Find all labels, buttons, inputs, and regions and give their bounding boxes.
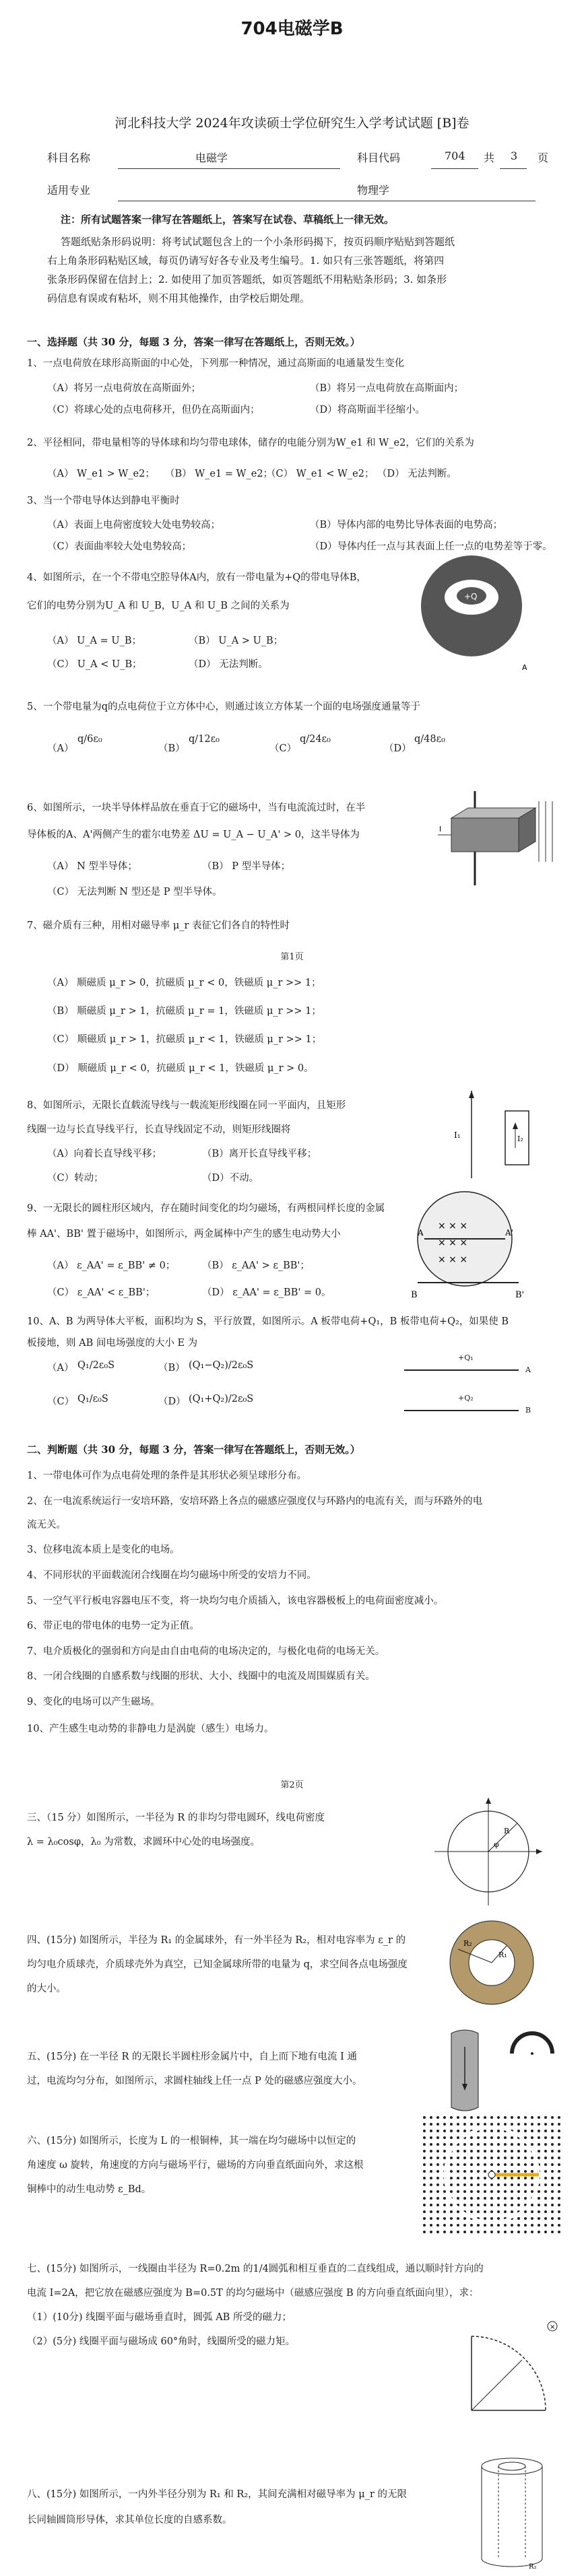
p4-figure (445, 1916, 539, 2010)
q9-line1: 9、一无限长的圆柱形区域内，存在随时间变化的均匀磁场，有两根同样长度的金属 (27, 1203, 385, 1214)
q2-c: （C） W_e1 < W_e2； (266, 469, 375, 479)
q9-d: （D） ε_AA' = ε_BB' = 0。 (202, 1287, 331, 1298)
major: 物理学 (357, 184, 390, 197)
svg-text:R: R (504, 1827, 510, 1835)
judge-1: 1、一带电体可作为点电荷处理的条件是其形状必须呈球形分布。 (27, 1470, 307, 1481)
q3-b: （B）导体内部的电势比导体表面的电势高； (310, 520, 503, 531)
q7-d: （D） 顺磁质 μ_r < 0，抗磁质 μ_r < 1，铁磁质 μ_r > 0。 (47, 1063, 314, 1074)
svg-text:B': B' (515, 1290, 525, 1300)
p6-line2: 角速度 ω 旋转，角速度的方向与磁场平行，磁场的方向垂直纸面向外，求这根 (27, 2160, 364, 2171)
q1-c: （C）将球心处的点电荷移开，但仍在高斯面内； (47, 405, 260, 415)
q8-figure (445, 1087, 539, 1182)
answer-note: 注：所有试题答案一律写在答题纸上，答案写在试卷、草稿纸上一律无效。 (61, 213, 395, 226)
q10-b: (Q₁−Q₂)/2ε₀S (189, 1360, 254, 1371)
svg-text:I₂: I₂ (517, 1134, 523, 1143)
q10-line2: 板接地，则 AB 间电场强度的大小 E 为 (27, 1338, 198, 1349)
judge-7: 7、电介质极化的强弱和方向是由自由电荷的电场决定的，与极化电荷的电场无关。 (27, 1646, 385, 1657)
q8-line1: 8、如图所示，无限长直载流导线与一载流矩形线圈在同一平面内，且矩形 (27, 1100, 346, 1111)
q10-a: Q₁/2ε₀S (77, 1360, 115, 1371)
p3-line2: λ = λ₀cosφ，λ₀ 为常数，求圆环中心处的电场强度。 (27, 1837, 261, 1848)
judge-2: 2、在一电流系统运行一安培环路，安培环路上各点的磁感应强度仅与环路内的电流有关，而与环路外的电 (27, 1496, 483, 1507)
q1-b: （B）将另一点电荷放在高斯面内； (310, 383, 464, 394)
judge-4: 4、不同形状的平面载流闭合线圈在均匀磁场中所受的安培力不同。 (27, 1570, 317, 1581)
q8-b: （B）离开长直导线平移； (202, 1149, 317, 1159)
svg-text:+Q: +Q (464, 592, 478, 601)
q5-d: q/48ε₀ (414, 734, 445, 745)
q6-b: （B） P 型半导体； (202, 861, 291, 872)
p4-line3: 的大小。 (27, 1984, 66, 1994)
q10-d: (Q₁+Q₂)/2ε₀S (189, 1394, 254, 1404)
svg-text:R₁: R₁ (498, 1951, 507, 1959)
p5-figure (438, 2027, 559, 2114)
svg-text:× × ×: × × × (438, 1254, 468, 1265)
p6-line1: 六、(15分) 如图所示，长度为 L 的一根铜棒，其一端在均匀磁场中以恒定的 (27, 2136, 356, 2146)
section2-title: 二、判断题（共 30 分，每题 3 分，答案一律写在答题纸上，否则无效。） (27, 1444, 360, 1456)
doc-title: 704电磁学B (240, 19, 344, 39)
svg-text:× × ×: × × × (438, 1238, 468, 1248)
p3-line1: 三、（15 分）如图所示，一半径为 R 的非均匀带电圆环，线电荷密度 (27, 1812, 325, 1823)
q2-d: （D） 无法判断。 (377, 469, 457, 479)
q1: 1、一点电荷放在球形高斯面的中心处，下列那一种情况，通过高斯面的电通量发生变化 (27, 358, 405, 369)
q9-c: （C） ε_AA' < ε_BB'； (47, 1287, 156, 1298)
q4-line1: 4、如图所示，在一个不带电空腔导体A内，放有一带电量为+Q的带电导体B， (27, 572, 366, 583)
q7-b: （B） 顺磁质 μ_r > 1，抗磁质 μ_r = 1，铁磁质 μ_r >> 1； (47, 1006, 321, 1017)
q5: 5、一个带电量为q的点电荷位于立方体中心，则通过该立方体某一个面的电场强度通量等于 (27, 702, 421, 712)
svg-text:A: A (522, 663, 527, 672)
svg-text:φ: φ (494, 1840, 499, 1849)
p8-figure (465, 2454, 559, 2572)
q5-c: q/24ε₀ (300, 734, 331, 745)
major-label: 适用专业 (47, 184, 91, 197)
q9-b: （B） ε_AA' > ε_BB'； (202, 1260, 310, 1271)
p8-line1: 八、(15分) 如图所示，一内外半径分别为 R₁ 和 R₂，其间充满相对磁导率为 μ_r 的无限 (27, 2489, 407, 2500)
svg-text:I₁: I₁ (454, 1130, 461, 1140)
svg-text:×: × (550, 2324, 556, 2331)
barcode-note-3: 张条形码保留在信封上；2. 如使用了加页答题纸，如页答题纸不用粘贴条形码；3. 如条形 (47, 273, 447, 285)
p4-line1: 四、(15分) 如图所示，半径为 R₁ 的金属球外，有一外半径为 R₂，相对电容率为 ε_r 的 (27, 1935, 406, 1946)
svg-text:R₂: R₂ (529, 2563, 537, 2571)
p7-figure (458, 2309, 566, 2424)
p5-line2: 过，电流均匀分布，如图所示，求圆柱轴线上任一点 P 处的磁感应强度大小。 (27, 2076, 362, 2087)
p7-line2: 电流 I=2A，把它放在磁感应强度为 B=0.5T 的均匀磁场中（磁感应强度 B 的方向垂直纸面向里），求： (27, 2288, 479, 2299)
q10-c: Q₁/ε₀S (77, 1394, 108, 1404)
q2-b: （B） W_e1 = W_e2； (165, 469, 273, 479)
svg-text:B: B (411, 1290, 418, 1300)
q1-d: （D）将高斯面半径缩小。 (310, 405, 426, 415)
q7-c: （C） 顺磁质 μ_r > 1，抗磁质 μ_r < 1，铁磁质 μ_r >> 1； (47, 1034, 322, 1045)
svg-text:I: I (439, 825, 442, 834)
p7-line4: （2）(5分) 线圈平面与磁场成 60°角时，线圈所受的磁力矩。 (27, 2336, 296, 2347)
p4-line2: 均匀电介质球壳，介质球壳外为真空，已知金属球所带的电量为 q，求空间各点电场强度 (27, 1959, 408, 1970)
judge-3: 3、位移电流本质上是变化的电场。 (27, 1545, 180, 1555)
q4-line2: 它们的电势分别为U_A 和 U_B，U_A 和 U_B 之间的关系为 (27, 601, 290, 611)
total-label: 共 (484, 151, 495, 164)
svg-text:R₂: R₂ (463, 1939, 472, 1948)
q8-d: （D）不动。 (202, 1173, 259, 1184)
fig-q1-label: +Q₁ (458, 1353, 474, 1362)
q3: 3、当一个带电导体达到静电平衡时 (27, 496, 180, 506)
q4-figure (421, 549, 529, 677)
q9-a: （A） ε_AA' = ε_BB' ≠ 0； (47, 1260, 176, 1271)
page-number-2: 第2页 (280, 1780, 304, 1790)
q10-line1: 10、A、B 为两导体大平板，面积均为 S，平行放置，如图所示。A 板带电荷+Q₁，B 板带电荷+Q₂，如果使 B (27, 1316, 509, 1327)
svg-text:× × ×: × × × (438, 1221, 468, 1231)
svg-text:A: A (418, 1228, 424, 1238)
q4-c: （C） U_A < U_B； (47, 659, 142, 670)
p8-line2: 长同轴圆筒形导体，求其单位长度的自感系数。 (27, 2515, 232, 2526)
exam-title: 河北科技大学 2024年攻读硕士学位研究生入学考试试题 [B]卷 (115, 116, 469, 131)
p7-line3: （1）(10分) 线圈平面与磁场垂直时，圆弧 AB 所受的磁力； (27, 2312, 292, 2323)
q7-a: （A） 顺磁质 μ_r > 0，抗磁质 μ_r < 0，铁磁质 μ_r >> 1； (47, 978, 321, 988)
judge-2b: 流无关。 (27, 1520, 66, 1530)
subject-code-label: 科目代码 (357, 151, 401, 164)
section1-title: 一、选择题（共 30 分，每题 3 分，答案一律写在答题纸上，否则无效。） (27, 336, 360, 348)
q1-a: （A）将另一点电荷放在高斯面外； (47, 383, 201, 394)
barcode-note-1: 答题纸贴条形码说明：将考试试题包含上的一个小条形码揭下，按页码顺序贴贴到答题纸 (61, 236, 455, 248)
q3-a: （A）表面上电荷密度较大处电势较高； (47, 520, 220, 531)
pages-label: 页 (538, 151, 549, 164)
q8-c: （C）转动； (47, 1173, 104, 1184)
subject-name-label: 科目名称 (47, 151, 91, 164)
q2-a: （A） W_e1 > W_e2； (47, 469, 155, 479)
barcode-note-4: 码信息有误或有粘坏，则不用其他操作，由学校后期处理。 (47, 292, 311, 304)
p6-line3: 铜棒中的动生电动势 ε_Bd。 (27, 2184, 152, 2195)
q6-figure (438, 788, 559, 889)
q3-d: （D）导体内任一点与其表面上任一点的电势差等于零。 (310, 541, 552, 552)
fig-b-label: B (525, 1406, 531, 1415)
judge-6: 6、带正电的带电体的电势一定为正值。 (27, 1621, 199, 1631)
q6-a: （A） N 型半导体； (47, 861, 137, 872)
q6-line2: 导体板的A、A'两侧产生的霍尔电势差 ΔU = U_A − U_A' > 0，这半导体为 (27, 829, 360, 840)
p3-figure (431, 1794, 546, 1909)
judge-10: 10、产生感生电动势的非静电力是涡旋（感生）电场力。 (27, 1724, 274, 1734)
q9-line2: 棒 AA'、BB' 置于磁场中，如图所示，两金属棒中产生的感生电动势大小 (27, 1229, 341, 1240)
q4-a: （A） U_A = U_B； (47, 636, 142, 646)
subject-code: 704 (445, 149, 465, 162)
judge-9: 9、变化的电场可以产生磁场。 (27, 1697, 160, 1707)
judge-8: 8、一闭合线圈的自感系数与线圈的形状、大小、线圈中的电流及周围媒质有关。 (27, 1671, 375, 1682)
q6-line1: 6、如图所示，一块半导体样品放在垂直于它的磁场中，当有电流流过时，在半 (27, 803, 366, 813)
judge-5: 5、一空气平行板电容器电压不变，将一块均匀电介质插入，该电容器极板上的电荷面密度减小。 (27, 1596, 444, 1606)
subject-name: 电磁学 (195, 151, 228, 164)
q6-c: （C） 无法判断 N 型还是 P 型半导体。 (47, 887, 222, 897)
p6-figure (421, 2114, 562, 2235)
q9-figure (404, 1188, 532, 1303)
q5-b: q/12ε₀ (189, 734, 220, 745)
q7: 7、磁介质有三种，用相对磁导率 μ_r 表征它们各自的特性时 (27, 920, 290, 931)
q8-a: （A）向着长直导线平移； (47, 1149, 162, 1159)
svg-text:A': A' (505, 1228, 513, 1238)
p5-line1: 五、(15分) 在一半径 R 的无限长半圆柱形金属片中，自上而下地有电流 I 通 (27, 2052, 357, 2062)
p7-line1: 七、(15分) 如图所示，一线圈由半径为 R=0.2m 的1/4圆弧和相互垂直的二直线组成，通以顺时针方向的 (27, 2264, 484, 2274)
q8-line2: 线圈一边与长直导线平行，长直导线固定不动，则矩形线圈将 (27, 1124, 291, 1135)
q4-b: （B） U_A > U_B； (189, 636, 284, 646)
fig-a-label: A (525, 1365, 531, 1374)
fig-q2-label: +Q₂ (458, 1394, 474, 1402)
q3-c: （C）表面曲率较大处电势较高； (47, 541, 192, 552)
q2: 2、平径相同，带电量相等的导体球和均匀带电球体，储存的电能分别为W_e1 和 W_e2，它们的关系为 (27, 438, 474, 448)
page-number-1: 第1页 (280, 952, 304, 962)
barcode-note-2: 右上角条形码粘贴区域，每页仍请写好各专业及考生编号。1. 如只有三张答题纸，将第四 (47, 255, 445, 267)
q5-a: q/6ε₀ (77, 734, 102, 745)
total-pages: 3 (511, 149, 518, 162)
q4-d: （D） 无法判断。 (189, 659, 268, 670)
